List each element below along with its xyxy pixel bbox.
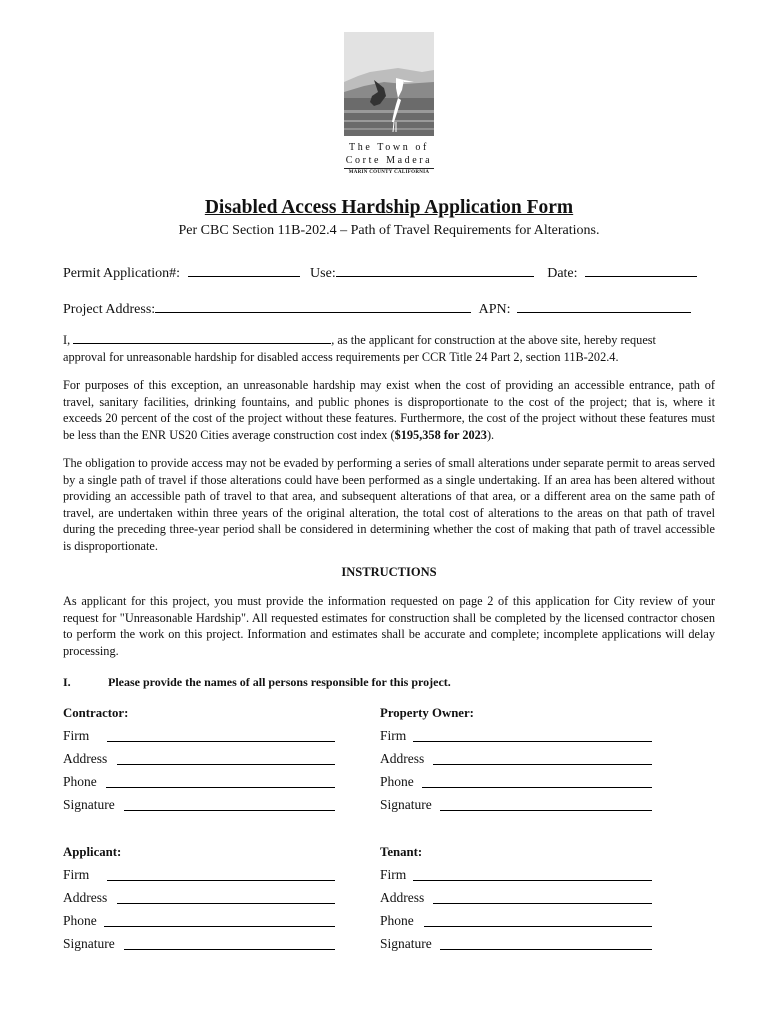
heron-logo-image: [344, 32, 434, 136]
permit-row: [63, 263, 697, 282]
project-address-label: Project Address:: [63, 302, 156, 317]
contractor-phone-label: Phone: [63, 774, 97, 789]
owner-address-line[interactable]: [433, 764, 652, 765]
cost-index-value: $195,358 for 2023: [394, 427, 487, 442]
contractor-firm-label: Firm: [63, 728, 90, 743]
logo-line-2: Corte Madera: [345, 155, 433, 166]
tenant-firm-line[interactable]: [413, 880, 652, 881]
tenant-firm-label: Firm: [380, 867, 407, 882]
apn-label: APN:: [478, 302, 511, 317]
hardship-paragraph: [63, 377, 715, 443]
applicant-heading: Applicant:: [63, 845, 122, 859]
owner-firm-line[interactable]: [413, 741, 652, 742]
request-text-b: approval for unreasonable hardship for disabled access requirements per CCR Title 24 Part 2, section 11B-202.4.: [63, 349, 619, 364]
applicant-address-label: Address: [63, 890, 108, 905]
section-i-number: I.: [63, 675, 71, 689]
applicant-signature-label: Signature: [63, 936, 115, 951]
logo-line-3: MARIN COUNTY CALIFORNIA: [348, 170, 430, 175]
contractor-firm-line[interactable]: [107, 741, 335, 742]
owner-phone-line[interactable]: [422, 787, 652, 788]
obligation-paragraph: The obligation to provide access may not be evaded by performing a series of small alterations under separate permit to areas served by a single path of travel if those alterations could have been performed as a single undertaking. If an area has been altered without providing an accessible path of travel to that area, and subsequent alterations of that area, or a different area on the same path of travel, are undertaken within three years of the original alteration, the total cost of alterations to the areas on that path of travel during the preceding three-year period shall be considered in determining whether the cost of making that path of travel accessible is disproportionate.: [63, 456, 715, 553]
owner-address-label: Address: [380, 751, 425, 766]
applicant-address-line[interactable]: [117, 903, 335, 904]
project-address-blank[interactable]: [155, 299, 471, 313]
instructions-heading: INSTRUCTIONS: [341, 565, 437, 579]
owner-signature-label: Signature: [380, 797, 432, 812]
date-blank[interactable]: [585, 263, 697, 277]
tenant-phone-label: Phone: [380, 913, 414, 928]
request-text-a: , as the applicant for construction at the above site, hereby request: [331, 333, 656, 347]
owner-phone-label: Phone: [380, 774, 414, 789]
request-prefix: I,: [63, 333, 71, 347]
applicant-phone-line[interactable]: [104, 926, 335, 927]
tenant-address-line[interactable]: [433, 903, 652, 904]
hardship-text-end: ).: [486, 427, 495, 442]
owner-signature-line[interactable]: [440, 810, 652, 811]
contractor-signature-label: Signature: [63, 797, 115, 812]
applicant-firm-line[interactable]: [107, 880, 335, 881]
hardship-text: For purposes of this exception, an unreasonable hardship may exist when the cost of providing an accessible entrance, path of travel, sanitary facilities, drinking fountains, and public phones is disproportionate to the cost of the project; that is, where it exceeds 20 percent of the cost of the project without these features. Furthermore, the cost of the project without these features must be less than the ENR US20 Cities average construction cost index (: [63, 378, 715, 442]
tenant-heading: Tenant:: [380, 845, 423, 859]
apn-blank[interactable]: [517, 299, 691, 313]
contractor-address-label: Address: [63, 751, 108, 766]
form-title: Disabled Access Hardship Application Form: [204, 197, 574, 218]
logo-line-1: The Town of: [349, 142, 429, 153]
owner-heading: Property Owner:: [380, 706, 474, 720]
address-row: [63, 299, 691, 318]
form-subtitle: Per CBC Section 11B-202.4 – Path of Travel Requirements for Alterations.: [178, 223, 600, 238]
permit-label: Permit Application#:: [63, 266, 181, 281]
use-blank[interactable]: [336, 263, 534, 277]
contractor-heading: Contractor:: [63, 706, 129, 720]
tenant-address-label: Address: [380, 890, 425, 905]
logo-rule: [344, 168, 434, 169]
applicant-name-blank[interactable]: [73, 332, 331, 344]
applicant-signature-line[interactable]: [124, 949, 335, 950]
use-label: Use:: [310, 266, 336, 281]
applicant-firm-label: Firm: [63, 867, 90, 882]
tenant-signature-label: Signature: [380, 936, 432, 951]
tenant-signature-line[interactable]: [440, 949, 652, 950]
instructions-paragraph: As applicant for this project, you must provide the information requested on page 2 of this application for City review of your request for "Unreasonable Hardship". All requested estimates for construction shall be completed by the licensed contractor chosen to perform the work on this project. Information and estimates shall be accurate and complete; incomplete applications will delay processing.: [63, 594, 715, 658]
tenant-phone-line[interactable]: [424, 926, 652, 927]
request-paragraph: [63, 332, 715, 365]
contractor-phone-line[interactable]: [106, 787, 335, 788]
date-label: Date:: [547, 266, 578, 281]
applicant-phone-label: Phone: [63, 913, 97, 928]
contractor-signature-line[interactable]: [124, 810, 335, 811]
contractor-address-line[interactable]: [117, 764, 335, 765]
town-logo: [344, 32, 434, 178]
permit-blank[interactable]: [188, 263, 300, 277]
owner-firm-label: Firm: [380, 728, 407, 743]
section-i-text: Please provide the names of all persons responsible for this project.: [108, 675, 451, 689]
